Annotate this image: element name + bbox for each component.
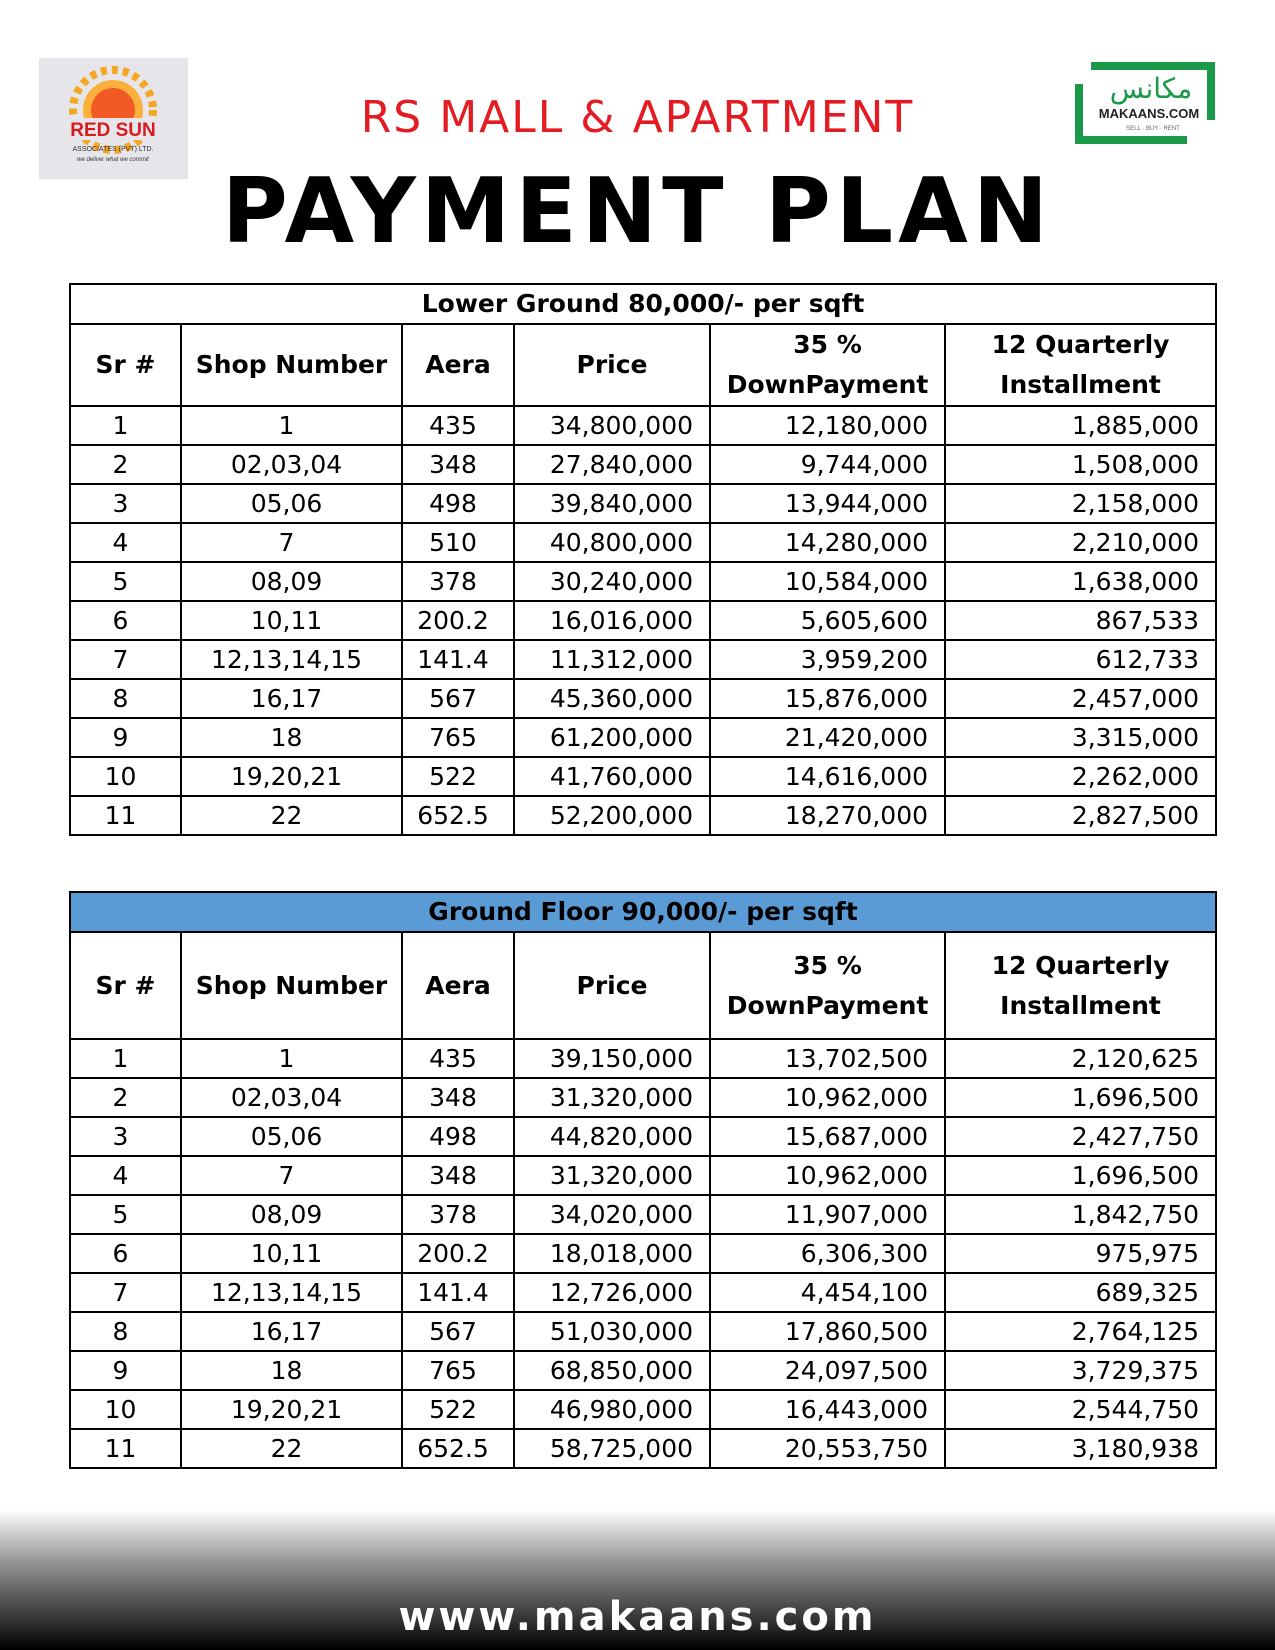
table-row	[70, 406, 1216, 445]
cell-area: 378	[402, 562, 514, 601]
cell-price: 11,312,000	[514, 640, 710, 679]
cell-shop-number: 02,03,04	[181, 445, 402, 484]
cell-downpayment: 14,280,000	[710, 523, 945, 562]
cell-downpayment: 10,962,000	[710, 1078, 945, 1117]
makaans-wordmark: MAKAANS.COM	[1098, 106, 1200, 121]
cell-area: 378	[402, 1195, 514, 1234]
cell-shop-number: 18	[181, 718, 402, 757]
cell-downpayment: 4,454,100	[710, 1273, 945, 1312]
table-row	[70, 523, 1216, 562]
cell-price: 46,980,000	[514, 1390, 710, 1429]
cell-area: 435	[402, 1039, 514, 1078]
cell-area: 200.2	[402, 1234, 514, 1273]
cell-price: 51,030,000	[514, 1312, 710, 1351]
cell-area: 435	[402, 406, 514, 445]
table-row	[70, 1156, 1216, 1195]
cell-downpayment: 10,962,000	[710, 1156, 945, 1195]
cell-area: 652.5	[402, 796, 514, 835]
cell-shop-number: 7	[181, 523, 402, 562]
lower-ground-body	[70, 406, 1216, 835]
cell-downpayment: 3,959,200	[710, 640, 945, 679]
cell-downpayment: 13,944,000	[710, 484, 945, 523]
cell-sr: 9	[70, 718, 181, 757]
cell-sr: 1	[70, 406, 181, 445]
cell-shop-number: 19,20,21	[181, 757, 402, 796]
cell-price: 12,726,000	[514, 1273, 710, 1312]
table-row	[70, 562, 1216, 601]
col-shop-number: Shop Number	[181, 324, 402, 406]
cell-installment: 2,210,000	[945, 523, 1216, 562]
page-title: PAYMENT PLAN	[221, 159, 1054, 264]
ground-floor-table	[69, 891, 1217, 1469]
makaans-tagline: SELL · BUY · RENT	[1126, 126, 1180, 132]
cell-area: 522	[402, 1390, 514, 1429]
cell-installment: 1,885,000	[945, 406, 1216, 445]
col-sr: Sr #	[70, 324, 181, 406]
cell-sr: 7	[70, 640, 181, 679]
table-row	[70, 1117, 1216, 1156]
footer-website-link[interactable]: www.makaans.com	[398, 1594, 877, 1640]
cell-downpayment: 15,876,000	[710, 679, 945, 718]
table-row	[70, 796, 1216, 835]
cell-shop-number: 1	[181, 406, 402, 445]
cell-price: 34,800,000	[514, 406, 710, 445]
cell-sr: 7	[70, 1273, 181, 1312]
ground-floor-title: Ground Floor 90,000/- per sqft	[70, 892, 1216, 932]
cell-area: 765	[402, 1351, 514, 1390]
cell-shop-number: 08,09	[181, 562, 402, 601]
cell-area: 567	[402, 1312, 514, 1351]
col-downpayment-line2: DownPayment	[726, 370, 929, 399]
cell-downpayment: 14,616,000	[710, 757, 945, 796]
cell-installment: 1,696,500	[945, 1156, 1216, 1195]
makaans-arabic-text: مکانس	[1109, 72, 1193, 105]
cell-downpayment: 12,180,000	[710, 406, 945, 445]
table-row	[70, 601, 1216, 640]
cell-downpayment: 16,443,000	[710, 1390, 945, 1429]
cell-downpayment: 20,553,750	[710, 1429, 945, 1468]
cell-sr: 8	[70, 679, 181, 718]
col-installment-line2: Installment	[1000, 370, 1161, 399]
ground-floor-body	[70, 1039, 1216, 1468]
cell-price: 31,320,000	[514, 1156, 710, 1195]
cell-sr: 4	[70, 1156, 181, 1195]
table-row	[70, 718, 1216, 757]
col-installment-line2: Installment	[1000, 990, 1161, 1020]
col-downpayment	[710, 932, 945, 1039]
table-row	[70, 640, 1216, 679]
col-installment-line1: 12 Quarterly	[991, 330, 1170, 359]
cell-sr: 11	[70, 796, 181, 835]
table-row	[70, 679, 1216, 718]
cell-area: 510	[402, 523, 514, 562]
cell-downpayment: 13,702,500	[710, 1039, 945, 1078]
cell-area: 522	[402, 757, 514, 796]
cell-price: 61,200,000	[514, 718, 710, 757]
table-row	[70, 757, 1216, 796]
cell-installment: 1,696,500	[945, 1078, 1216, 1117]
cell-price: 68,850,000	[514, 1351, 710, 1390]
cell-sr: 4	[70, 523, 181, 562]
col-downpayment-line2: DownPayment	[726, 990, 929, 1020]
cell-installment: 2,427,750	[945, 1117, 1216, 1156]
cell-downpayment: 6,306,300	[710, 1234, 945, 1273]
col-installment	[945, 932, 1216, 1039]
red-sun-subline: ASSOCIATES (PVT) LTD.	[72, 146, 154, 153]
cell-area: 765	[402, 718, 514, 757]
col-downpayment	[710, 324, 945, 406]
cell-installment: 1,508,000	[945, 445, 1216, 484]
cell-shop-number: 12,13,14,15	[181, 640, 402, 679]
cell-installment: 3,729,375	[945, 1351, 1216, 1390]
cell-downpayment: 11,907,000	[710, 1195, 945, 1234]
cell-price: 31,320,000	[514, 1078, 710, 1117]
cell-price: 18,018,000	[514, 1234, 710, 1273]
cell-sr: 8	[70, 1312, 181, 1351]
cell-shop-number: 18	[181, 1351, 402, 1390]
cell-price: 52,200,000	[514, 796, 710, 835]
cell-installment: 2,827,500	[945, 796, 1216, 835]
cell-shop-number: 10,11	[181, 1234, 402, 1273]
cell-price: 45,360,000	[514, 679, 710, 718]
cell-downpayment: 9,744,000	[710, 445, 945, 484]
cell-area: 348	[402, 1156, 514, 1195]
cell-shop-number: 22	[181, 796, 402, 835]
cell-area: 652.5	[402, 1429, 514, 1468]
cell-shop-number: 16,17	[181, 1312, 402, 1351]
table-row	[70, 1195, 1216, 1234]
cell-sr: 5	[70, 562, 181, 601]
table-header-row	[70, 932, 1216, 1039]
cell-area: 348	[402, 1078, 514, 1117]
cell-installment: 2,262,000	[945, 757, 1216, 796]
cell-downpayment: 18,270,000	[710, 796, 945, 835]
cell-price: 44,820,000	[514, 1117, 710, 1156]
cell-shop-number: 1	[181, 1039, 402, 1078]
table-row	[70, 1234, 1216, 1273]
cell-shop-number: 22	[181, 1429, 402, 1468]
cell-installment: 3,315,000	[945, 718, 1216, 757]
cell-downpayment: 17,860,500	[710, 1312, 945, 1351]
red-sun-wordmark: RED SUN	[70, 120, 156, 141]
cell-area: 567	[402, 679, 514, 718]
cell-shop-number: 02,03,04	[181, 1078, 402, 1117]
cell-price: 39,150,000	[514, 1039, 710, 1078]
table-header-row	[70, 324, 1216, 406]
cell-sr: 6	[70, 601, 181, 640]
cell-price: 34,020,000	[514, 1195, 710, 1234]
cell-shop-number: 05,06	[181, 484, 402, 523]
cell-price: 27,840,000	[514, 445, 710, 484]
col-shop-number: Shop Number	[181, 932, 402, 1039]
table-row	[70, 484, 1216, 523]
cell-downpayment: 10,584,000	[710, 562, 945, 601]
cell-downpayment: 21,420,000	[710, 718, 945, 757]
cell-sr: 1	[70, 1039, 181, 1078]
col-area: Aera	[402, 932, 514, 1039]
cell-installment: 975,975	[945, 1234, 1216, 1273]
table-row	[70, 1351, 1216, 1390]
cell-downpayment: 15,687,000	[710, 1117, 945, 1156]
col-price: Price	[514, 324, 710, 406]
cell-sr: 3	[70, 1117, 181, 1156]
cell-installment: 867,533	[945, 601, 1216, 640]
cell-shop-number: 7	[181, 1156, 402, 1195]
col-installment-line1: 12 Quarterly	[991, 950, 1170, 980]
cell-shop-number: 16,17	[181, 679, 402, 718]
cell-sr: 2	[70, 1078, 181, 1117]
cell-price: 30,240,000	[514, 562, 710, 601]
cell-installment: 689,325	[945, 1273, 1216, 1312]
cell-sr: 2	[70, 445, 181, 484]
cell-installment: 3,180,938	[945, 1429, 1216, 1468]
col-area: Aera	[402, 324, 514, 406]
cell-sr: 6	[70, 1234, 181, 1273]
table-row	[70, 1312, 1216, 1351]
cell-downpayment: 24,097,500	[710, 1351, 945, 1390]
cell-installment: 1,638,000	[945, 562, 1216, 601]
cell-sr: 10	[70, 1390, 181, 1429]
lower-ground-table	[69, 283, 1217, 836]
cell-price: 58,725,000	[514, 1429, 710, 1468]
cell-installment: 2,764,125	[945, 1312, 1216, 1351]
cell-sr: 11	[70, 1429, 181, 1468]
cell-sr: 5	[70, 1195, 181, 1234]
table-row	[70, 1039, 1216, 1078]
cell-price: 16,016,000	[514, 601, 710, 640]
project-subtitle: RS MALL & APARTMENT	[360, 92, 915, 143]
cell-shop-number: 12,13,14,15	[181, 1273, 402, 1312]
cell-downpayment: 5,605,600	[710, 601, 945, 640]
cell-area: 200.2	[402, 601, 514, 640]
cell-installment: 1,842,750	[945, 1195, 1216, 1234]
cell-shop-number: 05,06	[181, 1117, 402, 1156]
cell-area: 348	[402, 445, 514, 484]
cell-shop-number: 10,11	[181, 601, 402, 640]
lower-ground-title: Lower Ground 80,000/- per sqft	[70, 284, 1216, 324]
cell-area: 141.4	[402, 640, 514, 679]
cell-shop-number: 19,20,21	[181, 1390, 402, 1429]
cell-shop-number: 08,09	[181, 1195, 402, 1234]
table-row	[70, 1273, 1216, 1312]
cell-area: 141.4	[402, 1273, 514, 1312]
cell-price: 39,840,000	[514, 484, 710, 523]
table-row	[70, 1429, 1216, 1468]
table-row	[70, 1078, 1216, 1117]
cell-area: 498	[402, 484, 514, 523]
col-downpayment-line1: 35 %	[793, 330, 862, 359]
table-row	[70, 445, 1216, 484]
cell-installment: 612,733	[945, 640, 1216, 679]
col-installment	[945, 324, 1216, 406]
table-row	[70, 1390, 1216, 1429]
cell-sr: 9	[70, 1351, 181, 1390]
col-sr: Sr #	[70, 932, 181, 1039]
col-downpayment-line1: 35 %	[793, 950, 862, 980]
cell-area: 498	[402, 1117, 514, 1156]
cell-installment: 2,120,625	[945, 1039, 1216, 1078]
cell-sr: 3	[70, 484, 181, 523]
cell-sr: 10	[70, 757, 181, 796]
cell-price: 41,760,000	[514, 757, 710, 796]
cell-installment: 2,457,000	[945, 679, 1216, 718]
cell-installment: 2,544,750	[945, 1390, 1216, 1429]
cell-price: 40,800,000	[514, 523, 710, 562]
cell-installment: 2,158,000	[945, 484, 1216, 523]
col-price: Price	[514, 932, 710, 1039]
red-sun-tagline: we deliver what we commit	[77, 157, 149, 163]
